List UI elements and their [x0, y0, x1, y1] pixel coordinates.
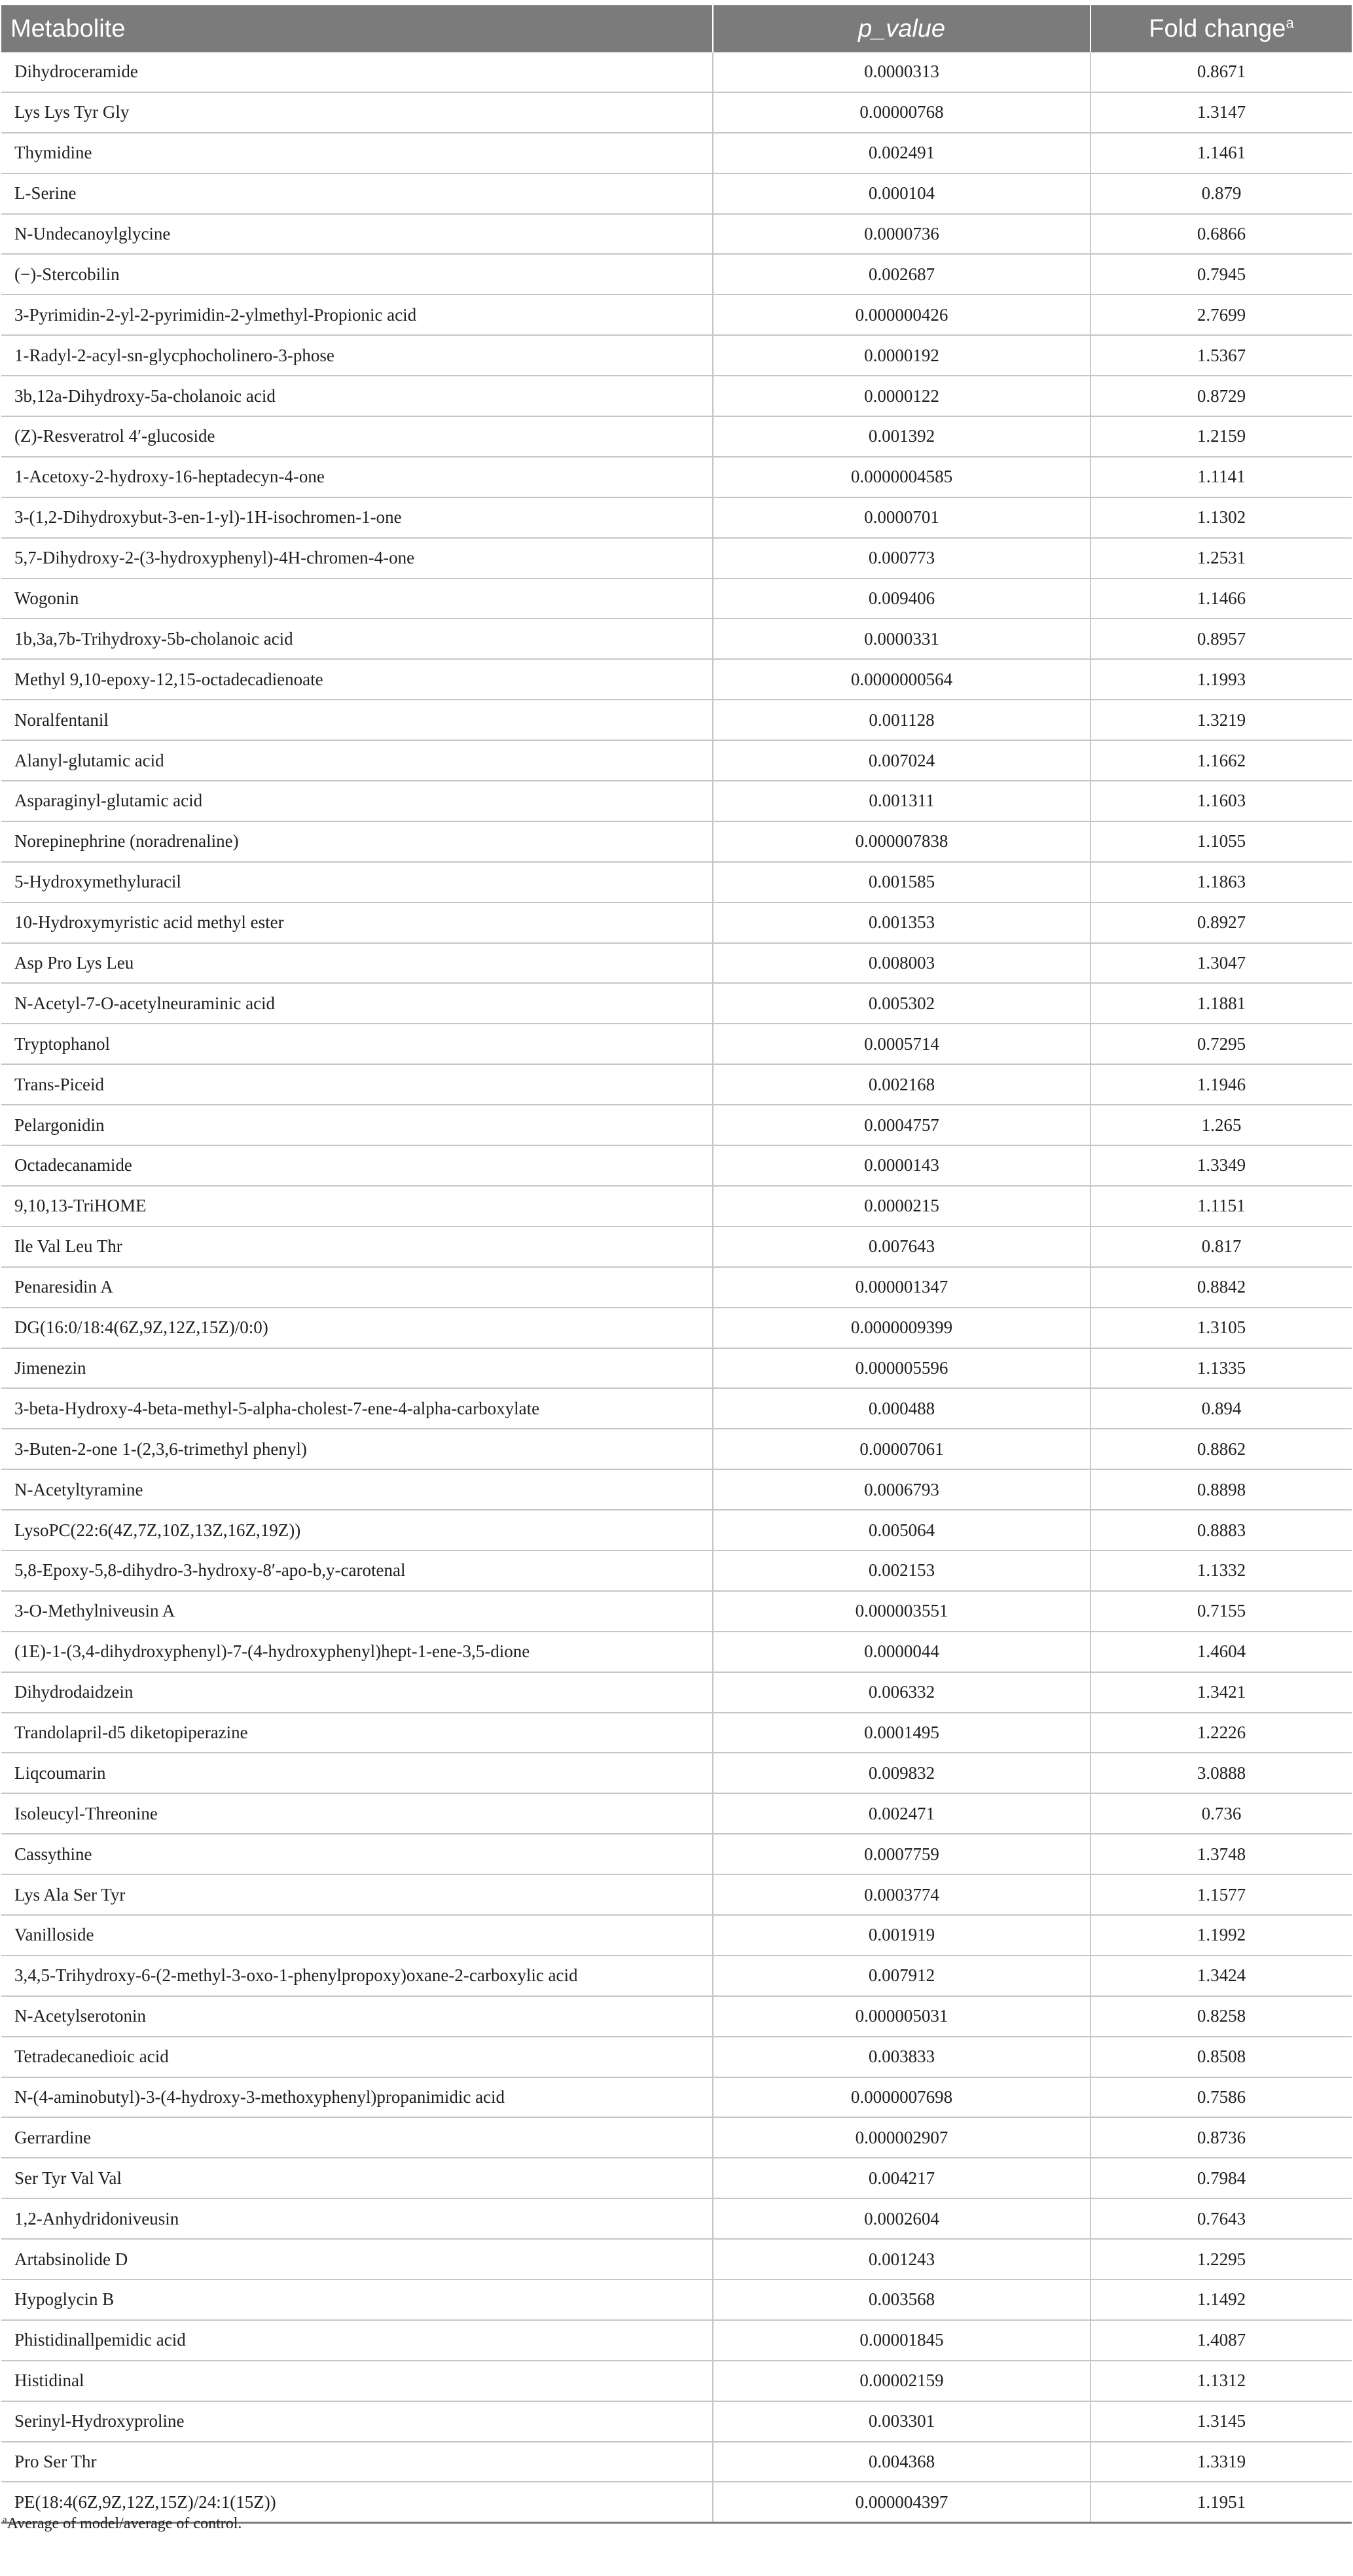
cell-p-value: 0.000005031 — [713, 1996, 1091, 2037]
cell-p-value: 0.0000701 — [713, 497, 1091, 538]
cell-metabolite: Hypoglycin B — [1, 2280, 713, 2320]
cell-p-value: 0.000004397 — [713, 2482, 1091, 2522]
cell-metabolite: 1-Radyl-2-acyl-sn-glycphocholinero-3-phose — [1, 335, 713, 376]
table-row — [1, 943, 1352, 984]
cell-p-value: 0.003833 — [713, 2037, 1091, 2077]
cell-fold-change: 1.3219 — [1091, 700, 1352, 740]
cell-p-value: 0.0000122 — [713, 376, 1091, 416]
table-row — [1, 2442, 1352, 2482]
table-row — [1, 1834, 1352, 1874]
table-row — [1, 1591, 1352, 1632]
table-row — [1, 1713, 1352, 1753]
cell-fold-change: 1.1946 — [1091, 1064, 1352, 1105]
header-metabolite: Metabolite — [1, 5, 713, 52]
cell-metabolite: 1-Acetoxy-2-hydroxy-16-heptadecyn-4-one — [1, 457, 713, 497]
table-row — [1, 1632, 1352, 1672]
cell-p-value: 0.009832 — [713, 1753, 1091, 1793]
cell-p-value: 0.001353 — [713, 903, 1091, 943]
table-row — [1, 335, 1352, 376]
header-p-value-label: p_value — [857, 14, 946, 43]
cell-fold-change: 1.1466 — [1091, 579, 1352, 619]
cell-p-value: 0.001311 — [713, 781, 1091, 821]
cell-metabolite: 9,10,13-TriHOME — [1, 1186, 713, 1226]
cell-metabolite: Histidinal — [1, 2361, 713, 2401]
cell-fold-change: 0.8736 — [1091, 2117, 1352, 2158]
cell-fold-change: 1.3421 — [1091, 1672, 1352, 1713]
cell-metabolite: Thymidine — [1, 133, 713, 173]
cell-fold-change: 1.1492 — [1091, 2280, 1352, 2320]
table-footnote — [3, 2515, 242, 2533]
cell-p-value: 0.005302 — [713, 983, 1091, 1024]
cell-fold-change: 1.265 — [1091, 1105, 1352, 1145]
footnote-marker: a — [1286, 14, 1294, 31]
cell-fold-change: 0.8671 — [1091, 52, 1352, 92]
cell-metabolite: DG(16:0/18:4(6Z,9Z,12Z,15Z)/0:0) — [1, 1308, 713, 1348]
cell-fold-change: 1.1312 — [1091, 2361, 1352, 2401]
cell-fold-change: 0.817 — [1091, 1226, 1352, 1267]
cell-fold-change: 1.2295 — [1091, 2239, 1352, 2280]
cell-p-value: 0.00007061 — [713, 1429, 1091, 1469]
cell-p-value: 0.000007838 — [713, 821, 1091, 862]
cell-p-value: 0.002687 — [713, 254, 1091, 295]
cell-metabolite: Penaresidin A — [1, 1267, 713, 1308]
table-row — [1, 133, 1352, 173]
cell-fold-change: 0.7295 — [1091, 1024, 1352, 1064]
metabolite-table — [1, 5, 1352, 2524]
cell-fold-change: 1.4604 — [1091, 1632, 1352, 1672]
cell-p-value: 0.0000007698 — [713, 2077, 1091, 2118]
table-row — [1, 2401, 1352, 2442]
cell-p-value: 0.0000004585 — [713, 457, 1091, 497]
table-row — [1, 92, 1352, 133]
cell-fold-change: 1.2531 — [1091, 538, 1352, 579]
cell-p-value: 0.001585 — [713, 862, 1091, 903]
table-row — [1, 1388, 1352, 1429]
cell-metabolite: 10-Hydroxymyristic acid methyl ester — [1, 903, 713, 943]
cell-metabolite: N-Undecanoylglycine — [1, 214, 713, 255]
cell-metabolite: 3,4,5-Trihydroxy-6-(2-methyl-3-oxo-1-phenylpropoxy)oxane-2-carboxylic acid — [1, 1956, 713, 1996]
cell-p-value: 0.000005596 — [713, 1348, 1091, 1389]
table-row — [1, 1145, 1352, 1186]
table-row — [1, 497, 1352, 538]
cell-metabolite: PE(18:4(6Z,9Z,12Z,15Z)/24:1(15Z)) — [1, 2482, 713, 2522]
footnote-mark: a — [3, 2514, 7, 2525]
cell-p-value: 0.0000192 — [713, 335, 1091, 376]
cell-fold-change: 1.2226 — [1091, 1713, 1352, 1753]
table-row — [1, 173, 1352, 214]
table-row — [1, 2077, 1352, 2118]
cell-metabolite: Asp Pro Lys Leu — [1, 943, 713, 984]
cell-metabolite: Gerrardine — [1, 2117, 713, 2158]
cell-p-value: 0.000003551 — [713, 1591, 1091, 1632]
cell-fold-change: 1.3145 — [1091, 2401, 1352, 2442]
cell-p-value: 0.001243 — [713, 2239, 1091, 2280]
table-row — [1, 781, 1352, 821]
header-fold-change — [1091, 5, 1352, 52]
cell-fold-change: 1.1662 — [1091, 740, 1352, 781]
cell-metabolite: Trans-Piceid — [1, 1064, 713, 1105]
cell-p-value: 0.0006793 — [713, 1469, 1091, 1510]
cell-p-value: 0.0000143 — [713, 1145, 1091, 1186]
cell-metabolite: 3b,12a-Dihydroxy-5a-cholanoic acid — [1, 376, 713, 416]
table-row — [1, 1550, 1352, 1591]
table-row — [1, 2117, 1352, 2158]
cell-p-value: 0.003568 — [713, 2280, 1091, 2320]
cell-fold-change: 0.8862 — [1091, 1429, 1352, 1469]
table-row — [1, 2280, 1352, 2320]
cell-fold-change: 1.3748 — [1091, 1834, 1352, 1874]
table-row — [1, 1469, 1352, 1510]
cell-fold-change: 1.1881 — [1091, 983, 1352, 1024]
cell-p-value: 0.007024 — [713, 740, 1091, 781]
cell-p-value: 0.000104 — [713, 173, 1091, 214]
cell-fold-change: 0.8957 — [1091, 618, 1352, 659]
cell-fold-change: 0.879 — [1091, 173, 1352, 214]
cell-p-value: 0.001919 — [713, 1915, 1091, 1956]
table-row — [1, 52, 1352, 92]
table-row — [1, 1308, 1352, 1348]
cell-fold-change: 1.1992 — [1091, 1915, 1352, 1956]
cell-p-value: 0.0005714 — [713, 1024, 1091, 1064]
cell-metabolite: Cassythine — [1, 1834, 713, 1874]
cell-metabolite: Pro Ser Thr — [1, 2442, 713, 2482]
cell-metabolite: Lys Ala Ser Tyr — [1, 1874, 713, 1915]
header-p-value — [713, 5, 1091, 52]
cell-metabolite: 3-Buten-2-one 1-(2,3,6-trimethyl phenyl) — [1, 1429, 713, 1469]
cell-p-value: 0.0003774 — [713, 1874, 1091, 1915]
cell-metabolite: 5,7-Dihydroxy-2-(3-hydroxyphenyl)-4H-chromen-4-one — [1, 538, 713, 579]
cell-fold-change: 2.7699 — [1091, 295, 1352, 335]
table-row — [1, 2320, 1352, 2361]
cell-metabolite: Artabsinolide D — [1, 2239, 713, 2280]
cell-metabolite: Tryptophanol — [1, 1024, 713, 1064]
table-row — [1, 903, 1352, 943]
cell-metabolite: Dihydroceramide — [1, 52, 713, 92]
cell-metabolite: Wogonin — [1, 579, 713, 619]
cell-p-value: 0.000002907 — [713, 2117, 1091, 2158]
table-row — [1, 1510, 1352, 1550]
header-row — [1, 5, 1352, 52]
cell-metabolite: Vanilloside — [1, 1915, 713, 1956]
table-row — [1, 1105, 1352, 1145]
cell-fold-change: 0.7643 — [1091, 2198, 1352, 2239]
table-row — [1, 1267, 1352, 1308]
cell-p-value: 0.004368 — [713, 2442, 1091, 2482]
cell-p-value: 0.009406 — [713, 579, 1091, 619]
table-row — [1, 618, 1352, 659]
cell-metabolite: Norepinephrine (noradrenaline) — [1, 821, 713, 862]
cell-metabolite: 3-(1,2-Dihydroxybut-3-en-1-yl)-1H-isochromen-1-one — [1, 497, 713, 538]
cell-p-value: 0.00001845 — [713, 2320, 1091, 2361]
cell-p-value: 0.00002159 — [713, 2361, 1091, 2401]
cell-p-value: 0.0002604 — [713, 2198, 1091, 2239]
cell-p-value: 0.000773 — [713, 538, 1091, 579]
cell-p-value: 0.0000000564 — [713, 659, 1091, 700]
cell-p-value: 0.0000331 — [713, 618, 1091, 659]
cell-metabolite: Isoleucyl-Threonine — [1, 1793, 713, 1834]
cell-p-value: 0.00000768 — [713, 92, 1091, 133]
cell-p-value: 0.007643 — [713, 1226, 1091, 1267]
cell-metabolite: Dihydrodaidzein — [1, 1672, 713, 1713]
cell-p-value: 0.002153 — [713, 1550, 1091, 1591]
cell-metabolite: Methyl 9,10-epoxy-12,15-octadecadienoate — [1, 659, 713, 700]
cell-fold-change: 0.8883 — [1091, 1510, 1352, 1550]
cell-fold-change: 0.7586 — [1091, 2077, 1352, 2118]
cell-metabolite: 5,8-Epoxy-5,8-dihydro-3-hydroxy-8′-apo-b,y-carotenal — [1, 1550, 713, 1591]
table-row — [1, 416, 1352, 457]
header-fold-change-label: Fold change — [1149, 14, 1286, 43]
cell-fold-change: 0.736 — [1091, 1793, 1352, 1834]
cell-fold-change: 1.3047 — [1091, 943, 1352, 984]
table-row — [1, 214, 1352, 255]
cell-p-value: 0.003301 — [713, 2401, 1091, 2442]
cell-fold-change: 1.1603 — [1091, 781, 1352, 821]
cell-metabolite: Tetradecanedioic acid — [1, 2037, 713, 2077]
cell-p-value: 0.000000426 — [713, 295, 1091, 335]
table-row — [1, 2158, 1352, 2198]
table-row — [1, 1996, 1352, 2037]
cell-fold-change: 1.1055 — [1091, 821, 1352, 862]
cell-p-value: 0.000488 — [713, 1388, 1091, 1429]
table-row — [1, 2037, 1352, 2077]
cell-fold-change: 1.4087 — [1091, 2320, 1352, 2361]
table-row — [1, 254, 1352, 295]
table-row — [1, 1793, 1352, 1834]
cell-metabolite: N-(4-aminobutyl)-3-(4-hydroxy-3-methoxyphenyl)propanimidic acid — [1, 2077, 713, 2118]
cell-metabolite: L-Serine — [1, 173, 713, 214]
cell-p-value: 0.000001347 — [713, 1267, 1091, 1308]
cell-fold-change: 0.6866 — [1091, 214, 1352, 255]
cell-metabolite: Serinyl-Hydroxyproline — [1, 2401, 713, 2442]
cell-fold-change: 0.8258 — [1091, 1996, 1352, 2037]
cell-metabolite: Ser Tyr Val Val — [1, 2158, 713, 2198]
cell-fold-change: 0.8927 — [1091, 903, 1352, 943]
cell-p-value: 0.001128 — [713, 700, 1091, 740]
cell-fold-change: 1.1863 — [1091, 862, 1352, 903]
cell-fold-change: 1.1302 — [1091, 497, 1352, 538]
cell-fold-change: 1.1335 — [1091, 1348, 1352, 1389]
cell-metabolite: Liqcoumarin — [1, 1753, 713, 1793]
cell-fold-change: 0.8729 — [1091, 376, 1352, 416]
cell-metabolite: Phistidinallpemidic acid — [1, 2320, 713, 2361]
cell-metabolite: 3-Pyrimidin-2-yl-2-pyrimidin-2-ylmethyl-Propionic acid — [1, 295, 713, 335]
cell-p-value: 0.0000736 — [713, 214, 1091, 255]
table-row — [1, 376, 1352, 416]
cell-p-value: 0.0000215 — [713, 1186, 1091, 1226]
cell-p-value: 0.008003 — [713, 943, 1091, 984]
table-row — [1, 2198, 1352, 2239]
cell-p-value: 0.006332 — [713, 1672, 1091, 1713]
table-row — [1, 1348, 1352, 1389]
cell-p-value: 0.0001495 — [713, 1713, 1091, 1753]
cell-p-value: 0.002168 — [713, 1064, 1091, 1105]
table-row — [1, 862, 1352, 903]
cell-metabolite: 1,2-Anhydridoniveusin — [1, 2198, 713, 2239]
cell-p-value: 0.002491 — [713, 133, 1091, 173]
table-body — [1, 52, 1352, 2523]
table-row — [1, 1024, 1352, 1064]
cell-fold-change: 0.8508 — [1091, 2037, 1352, 2077]
table-row — [1, 983, 1352, 1024]
table-row — [1, 538, 1352, 579]
table-row — [1, 1226, 1352, 1267]
cell-fold-change: 1.1151 — [1091, 1186, 1352, 1226]
cell-fold-change: 1.2159 — [1091, 416, 1352, 457]
cell-fold-change: 1.3147 — [1091, 92, 1352, 133]
cell-p-value: 0.002471 — [713, 1793, 1091, 1834]
cell-fold-change: 3.0888 — [1091, 1753, 1352, 1793]
cell-metabolite: 1b,3a,7b-Trihydroxy-5b-cholanoic acid — [1, 618, 713, 659]
cell-p-value: 0.0000009399 — [713, 1308, 1091, 1348]
cell-metabolite: Jimenezin — [1, 1348, 713, 1389]
cell-metabolite: N-Acetyltyramine — [1, 1469, 713, 1510]
table-row — [1, 1064, 1352, 1105]
cell-metabolite: (Z)-Resveratrol 4′-glucoside — [1, 416, 713, 457]
cell-fold-change: 1.1577 — [1091, 1874, 1352, 1915]
cell-metabolite: Lys Lys Tyr Gly — [1, 92, 713, 133]
cell-metabolite: Alanyl-glutamic acid — [1, 740, 713, 781]
cell-fold-change: 1.3105 — [1091, 1308, 1352, 1348]
cell-p-value: 0.0000044 — [713, 1632, 1091, 1672]
cell-metabolite: Ile Val Leu Thr — [1, 1226, 713, 1267]
cell-metabolite: 3-beta-Hydroxy-4-beta-methyl-5-alpha-cholest-7-ene-4-alpha-carboxylate — [1, 1388, 713, 1429]
cell-fold-change: 0.894 — [1091, 1388, 1352, 1429]
cell-metabolite: Pelargonidin — [1, 1105, 713, 1145]
cell-metabolite: (1E)-1-(3,4-dihydroxyphenyl)-7-(4-hydroxyphenyl)hept-1-ene-3,5-dione — [1, 1632, 713, 1672]
cell-metabolite: Trandolapril-d5 diketopiperazine — [1, 1713, 713, 1753]
table-row — [1, 659, 1352, 700]
cell-fold-change: 0.8898 — [1091, 1469, 1352, 1510]
cell-fold-change: 0.8842 — [1091, 1267, 1352, 1308]
cell-metabolite: Asparaginyl-glutamic acid — [1, 781, 713, 821]
cell-p-value: 0.005064 — [713, 1510, 1091, 1550]
cell-metabolite: 3-O-Methylniveusin A — [1, 1591, 713, 1632]
table-row — [1, 1915, 1352, 1956]
cell-fold-change: 1.5367 — [1091, 335, 1352, 376]
footnote-text: Average of model/average of control. — [7, 2515, 242, 2532]
table-row — [1, 700, 1352, 740]
cell-metabolite: Noralfentanil — [1, 700, 713, 740]
table-row — [1, 457, 1352, 497]
cell-fold-change: 0.7984 — [1091, 2158, 1352, 2198]
table-row — [1, 579, 1352, 619]
cell-fold-change: 0.7155 — [1091, 1591, 1352, 1632]
table-row — [1, 821, 1352, 862]
cell-p-value: 0.007912 — [713, 1956, 1091, 1996]
cell-fold-change: 1.1951 — [1091, 2482, 1352, 2522]
cell-p-value: 0.004217 — [713, 2158, 1091, 2198]
cell-metabolite: N-Acetylserotonin — [1, 1996, 713, 2037]
cell-fold-change: 0.7945 — [1091, 254, 1352, 295]
table-row — [1, 2361, 1352, 2401]
cell-metabolite: N-Acetyl-7-O-acetylneuraminic acid — [1, 983, 713, 1024]
table-row — [1, 740, 1352, 781]
cell-metabolite: 5-Hydroxymethyluracil — [1, 862, 713, 903]
cell-fold-change: 1.1141 — [1091, 457, 1352, 497]
cell-p-value: 0.001392 — [713, 416, 1091, 457]
cell-metabolite: LysoPC(22:6(4Z,7Z,10Z,13Z,16Z,19Z)) — [1, 1510, 713, 1550]
cell-p-value: 0.0004757 — [713, 1105, 1091, 1145]
cell-fold-change: 1.3424 — [1091, 1956, 1352, 1996]
table-row — [1, 1753, 1352, 1793]
cell-p-value: 0.0000313 — [713, 52, 1091, 92]
cell-fold-change: 1.3319 — [1091, 2442, 1352, 2482]
table-row — [1, 295, 1352, 335]
table-row — [1, 1186, 1352, 1226]
cell-metabolite: Octadecanamide — [1, 1145, 713, 1186]
table-row — [1, 1672, 1352, 1713]
cell-fold-change: 1.1332 — [1091, 1550, 1352, 1591]
table-row — [1, 2239, 1352, 2280]
cell-fold-change: 1.1993 — [1091, 659, 1352, 700]
table-container — [1, 5, 1352, 2524]
table-row — [1, 1429, 1352, 1469]
cell-p-value: 0.0007759 — [713, 1834, 1091, 1874]
cell-metabolite: (−)-Stercobilin — [1, 254, 713, 295]
table-row — [1, 1956, 1352, 1996]
cell-fold-change: 1.1461 — [1091, 133, 1352, 173]
cell-fold-change: 1.3349 — [1091, 1145, 1352, 1186]
table-row — [1, 1874, 1352, 1915]
